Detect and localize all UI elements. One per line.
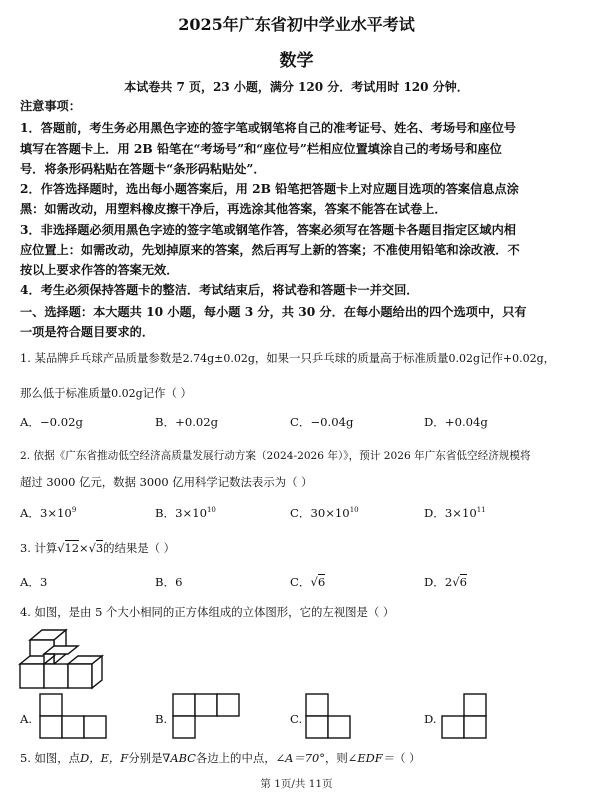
q4-option-a[interactable]: A. [20, 712, 33, 726]
square [62, 716, 84, 738]
q3-text: 3. 计算 [20, 541, 58, 555]
notes-line: 3．非选择题必须用黑色字迹的签字笔或钢笔作答，答案必须写在答题卡各题目指定区域内相 [20, 223, 516, 237]
q2-option-a[interactable] [20, 505, 76, 521]
square [40, 716, 62, 738]
q3-text: 的结果是（ ） [103, 541, 176, 555]
q5-text: 分别是 [128, 751, 163, 765]
page-footer: 第 1页/共 11页 [260, 778, 333, 790]
cube-solid-figure [18, 626, 138, 692]
question-2-line2: 超过 3000 亿元，数据 3000 亿用科学记数法表示为（ ） [20, 475, 313, 489]
question-2-line1: 2. 依据《广东省推动低空经济高质量发展行动方案（2024-2026 年）》，预计 2026 年广东省低空经济规模将 [20, 450, 531, 462]
q4-option-d[interactable]: D. [424, 712, 437, 726]
radicand: 12 [64, 541, 80, 555]
q2-option-d[interactable] [424, 505, 486, 521]
q4-option-a-view[interactable] [38, 692, 112, 742]
q1-option-b[interactable]: B．+0.02g [155, 415, 219, 429]
square [84, 716, 106, 738]
q1-math: 0.02g [111, 387, 143, 400]
q5-text: （ ） [394, 751, 421, 765]
option-base: 3×10 [39, 506, 72, 520]
q4-option-b-view[interactable] [171, 692, 245, 742]
question-1-line2 [20, 385, 192, 401]
q3-option-a[interactable]: A．3 [20, 575, 48, 589]
square [173, 694, 195, 716]
cube-face [68, 664, 92, 688]
q5-math: ∇ABC [162, 751, 196, 765]
q1-text: 1. 某品牌乒乓球产品质量参数是 [20, 351, 183, 365]
option-base: 30×10 [310, 506, 350, 520]
times-sign: × [79, 541, 89, 555]
question-4: 4. 如图，是由 5 个大小相同的正方体组成的立体图形，它的左视图是（ ） [20, 605, 395, 619]
square [306, 694, 328, 716]
square [328, 716, 350, 738]
square [173, 716, 195, 738]
q1-text: 那么低于标准质量 [20, 386, 112, 400]
exam-info: 本试卷共 7 页，23 小题，满分 120 分．考试用时 120 分钟． [124, 80, 469, 94]
sqrt-sign: √ [452, 575, 460, 589]
q1-math: +0.02g [502, 352, 544, 365]
q4-option-c-view[interactable] [304, 692, 356, 742]
q3-option-d[interactable] [424, 574, 467, 590]
cube-face [44, 664, 68, 688]
square [306, 716, 328, 738]
q3-option-b[interactable]: B．6 [155, 575, 183, 589]
radicand: 6 [459, 575, 468, 589]
option-base: 3×10 [444, 506, 477, 520]
option-exponent: 11 [476, 506, 486, 515]
sqrt-sign: √ [310, 575, 318, 589]
option-exponent: 10 [206, 506, 216, 515]
square [464, 694, 486, 716]
q5-text: ，则 [324, 751, 348, 765]
option-label: D． [424, 506, 445, 520]
notes-line: 填写在答题卡上．用 2B 铅笔在“考场号”和“座位号”栏相应位置填涂自己的考场号和座位 [20, 142, 502, 156]
q1-option-d[interactable]: D．+0.04g [424, 415, 488, 429]
question-1-line1 [20, 350, 555, 366]
q5-math: D，E，F [80, 751, 129, 765]
coefficient: 2 [444, 575, 453, 589]
option-exponent: 10 [349, 506, 359, 515]
notes-line: 按以上要求作答的答案无效． [20, 263, 179, 277]
notes-line: 2．作答选择题时，选出每小题答案后，用 2B 铅笔把答题卡上对应题目选项的答案信息点涂 [20, 182, 519, 196]
notes-line: 黑：如需改动，用塑料橡皮擦干净后，再选涂其他答案，答案不能答在试卷上． [20, 202, 447, 216]
option-base: 3×10 [175, 506, 207, 520]
square [464, 716, 486, 738]
exam-title: 2025年广东省初中学业水平考试 [178, 15, 415, 34]
q5-math: ∠A＝70° [275, 751, 325, 765]
q5-text: 各边上的中点， [195, 751, 276, 765]
cube-face [20, 664, 44, 688]
q3-option-c[interactable] [290, 574, 325, 590]
notes-line: 4．考生必须保持答题卡的整洁．考试结束后，将试卷和答题卡一并交回． [20, 283, 419, 297]
section-heading: 一、选择题：本大题共 10 小题，每小题 3 分，共 30 分．在每小题给出的四个选项中，只有 [20, 305, 527, 319]
option-label: D． [424, 575, 445, 589]
q1-text: 记作 [480, 351, 503, 365]
q4-option-d-view[interactable] [440, 692, 492, 742]
option-label: C． [290, 506, 311, 520]
square [442, 716, 464, 738]
notes-line: 应位置上：如需改动，先划掉原来的答案，然后再写上新的答案；不准使用铅笔和涂改液．不 [20, 243, 520, 257]
square [195, 694, 217, 716]
q2-option-c[interactable] [290, 505, 359, 521]
subject-title: 数学 [279, 51, 314, 71]
option-label: C． [290, 575, 311, 589]
q4-option-c[interactable]: C. [290, 712, 303, 726]
question-3 [20, 540, 175, 556]
q1-option-a[interactable]: A．−0.02g [20, 415, 83, 429]
notes-line: 1．答题前，考生务必用黑色字迹的签字笔或钢笔将自己的准考证号、姓名、考场号和座位号 [20, 121, 516, 135]
notes-heading: 注意事项： [20, 99, 81, 113]
q5-text: 5. 如图，点 [20, 751, 81, 765]
q1-math: 2.74g±0.02g [182, 352, 255, 365]
question-5 [20, 750, 420, 766]
q1-math: 0.02g [448, 352, 481, 365]
radicand: 6 [317, 575, 326, 589]
radicand: 3 [95, 541, 104, 555]
q2-option-b[interactable] [155, 505, 216, 521]
option-label: A． [20, 506, 40, 520]
section-heading-cont: 一项是符合题目要求的． [20, 325, 155, 339]
q1-text: ， [543, 351, 556, 365]
sqrt-sign: √ [57, 541, 65, 555]
q4-option-b[interactable]: B. [155, 712, 168, 726]
option-label: B． [155, 506, 176, 520]
q1-text: 记作（ ） [142, 386, 192, 400]
option-exponent: 9 [71, 506, 77, 515]
q1-text: ，如果一只乒乓球的质量高于标准质量 [254, 351, 449, 365]
notes-line: 号．将条形码粘贴在答题卡“条形码粘贴处”． [20, 162, 266, 176]
q1-option-c[interactable]: C．−0.04g [290, 415, 354, 429]
square [40, 694, 62, 716]
square [217, 694, 239, 716]
sqrt-sign: √ [88, 541, 96, 555]
q5-math: ∠EDF＝ [347, 751, 395, 765]
